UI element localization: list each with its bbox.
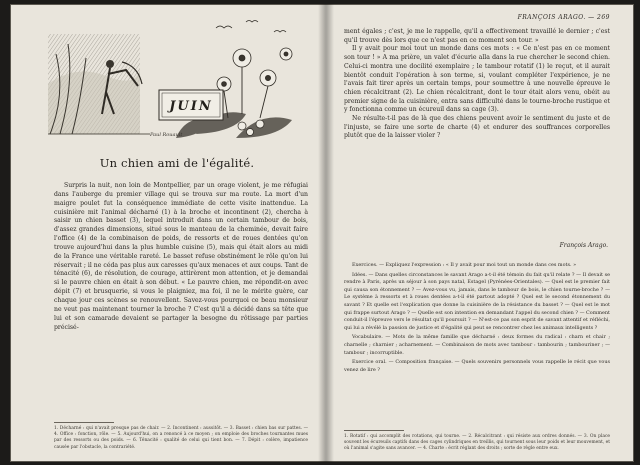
exercise-composition: Exercice oral. — Composition française. — Quels souvenirs personnels vous rappelle le récit que vous venez de lire ? — [344, 359, 610, 373]
right-page — [328, 4, 634, 462]
june-illustration — [46, 14, 306, 146]
exercise-explanation: Exercices. — Expliquez l'expression : « Il y avait pour moi tout un monde dans ces mots. » — [352, 262, 577, 268]
paragraph: ment égales ; c'est, je me le rappelle, qu'il a effectivement travaillé le dernier ; c'est qu'il trouve dès lors que ce n'est pas en ce moment son tour. » — [344, 28, 610, 44]
right-footnotes: 1. Rotatif : qui accomplit des rotations, qui tourne. — 2. Récalcitrant : qui résiste aux ordres donnés. — 3. On place souvent les écureuils captifs dans des cages cylindriques en treillis, qui tournent sous leur poids et leur mouvement, et où l'animal s'agite sans avancer. — 4. Charte : écrit réglant des droits ; sorte de règle entre eux. — [344, 434, 610, 452]
left-footnotes: 1. Décharné : qui n'avait presque pas de chair. — 2. Incontinent : aussitôt. — 3. Basset : chien bas sur pattes. — 4. Office : fonction, rôle. — 5. Aujourd'hui, on a renoncé à ce moyen ; on emploie des broches tournantes mues par des ressorts ou des poids. — 6. Ténacité : qualité de celui qui tient bon. — 7. Dépit : colère, impatience causée par l'obstacle, la contrariété. — [54, 426, 308, 450]
left-body-text: Surpris la nuit, non loin de Montpellier, par un orage violent, je me réfugiai dans l'auberge du premier village qui se trouva sur ma route. La mort d'un maigre poulet fut la conséquence immédiate de cette visite inattendue. La cuisinière mit l'animal décharné (1) à la broche et incontinent (2), chercha à saisir un chien basset (3), lequel introduit dans un certain tambour de bois, d'assez grandes dimensions, situé sous le manteau de la cheminée, devait faire l'office (4) de la combinaison de poids, de ressorts et de roues dentées qu'on trouve aujourd'hui dans la plus humble cuisine (5), mais qui était alors au midi de la France une véritable rareté. Le basset refuse obstinément le rôle qu'on lui réservait ; il ne céda pas plus aux caresses qu'aux menaces et aux coups. Tant de ténacité (6), de résolution, de courage, attirèrent mon attention, et je demandai si le pauvre chien en était à son début. « Le pauvre chien, me répondit-on avec dépit (7) et brusquerie, si vous le plaigniez, ma foi, il ne le mérite guère, car chaque jour ces scènes se renouvellent. Savez-vous pourquoi ce beau monsieur ne veut pas maintenant tourner la broche ? C'est qu'il a décidé dans sa tête que lui et son camarade devaient se partager la besogne du rôtissage par parties précisé- — [54, 182, 308, 331]
book-spread — [10, 4, 634, 462]
left-footnote-rule — [54, 422, 114, 423]
exercise-vocabulary: Vocabulaire. — Mots de la même famille que décharné : deux formes du radical : charn et chair ; charnelle ; charnier ; acharnement. — Combinaison de mots avec tambour : tambourin ; tambouriner ; — tambour ; incorruptible. — [344, 334, 610, 356]
author-signature: François Arago. — [559, 242, 608, 249]
left-page — [10, 4, 322, 462]
exercise-ideas: Idées. — Dans quelles circonstances le savant Arago a-t-il été témoin du fait qu'il relate ? — Il devait se rendre à Paris, après un séjour à son pays natal, Estagel (Pyrénées-Orientales). — Quel est le premier fait qui causa son étonnement ? — Avez-vous vu, jamais, dans le tambour de bois, le chien tourne-broche ? — Le système à ressorts et à roues dentées a-t-il été partout adopté ? Quel est le second étonnement du savant ? Et quelle est l'explication que donne la cuisinière de la résistance du basset ? — Quel est le mot qui frappe surtout Arago ? — Quelle est son intention en demandant l'appel du second chien ? — Comment conduit-il l'épreuve vers le résultat qu'il poursuit ? — N'est-ce pas son esprit de savant attentif et réfléchi, qui lui a révélé la passion de justice et d'égalité qui peut se rencontrer chez les animaux intelligents ? — [344, 271, 610, 331]
illustration-drawing — [46, 14, 306, 146]
illustrator-signature: Paul Rouault — [150, 132, 183, 138]
month-label: JUIN — [169, 98, 213, 114]
exercises-section — [344, 262, 610, 376]
paragraph: Ne résulte-t-il pas de là que des chiens peuvent avoir le sentiment du juste et de l'injuste, se faire une sorte de charte (4) et endurer des souffrances corporelles plutôt que de la laisser violer ? — [344, 115, 610, 140]
paragraph: Il y avait pour moi tout un monde dans ces mots : « Ce n'est pas en ce moment son tour ! » A ma prière, un valet d'écurie alla dans la rue chercher le second chien. Celui-ci montra une docilité exemplaire ; le tambour rotatif (1) le reçut, et il aurait bientôt conduit l'opération à son terme, si, voulant compléter l'expérience, je ne l'avais fait tirer après un certain temps, pour soumettre à une nouvelle épreuve le chien récalcitrant (2). Le chien récalcitrant, dont le tour était alors venu, obéit au premier signe de la cuisinière, entra sans difficulté dans le tourne-broche rustique et y fonctionna comme un écureuil dans sa cage (3). — [344, 45, 610, 114]
chapter-title: Un chien ami de l'égalité. — [99, 156, 255, 170]
right-footnote-rule — [344, 430, 404, 431]
running-header: FRANÇOIS ARAGO. — 269 — [517, 14, 610, 21]
right-body-text — [344, 28, 610, 141]
